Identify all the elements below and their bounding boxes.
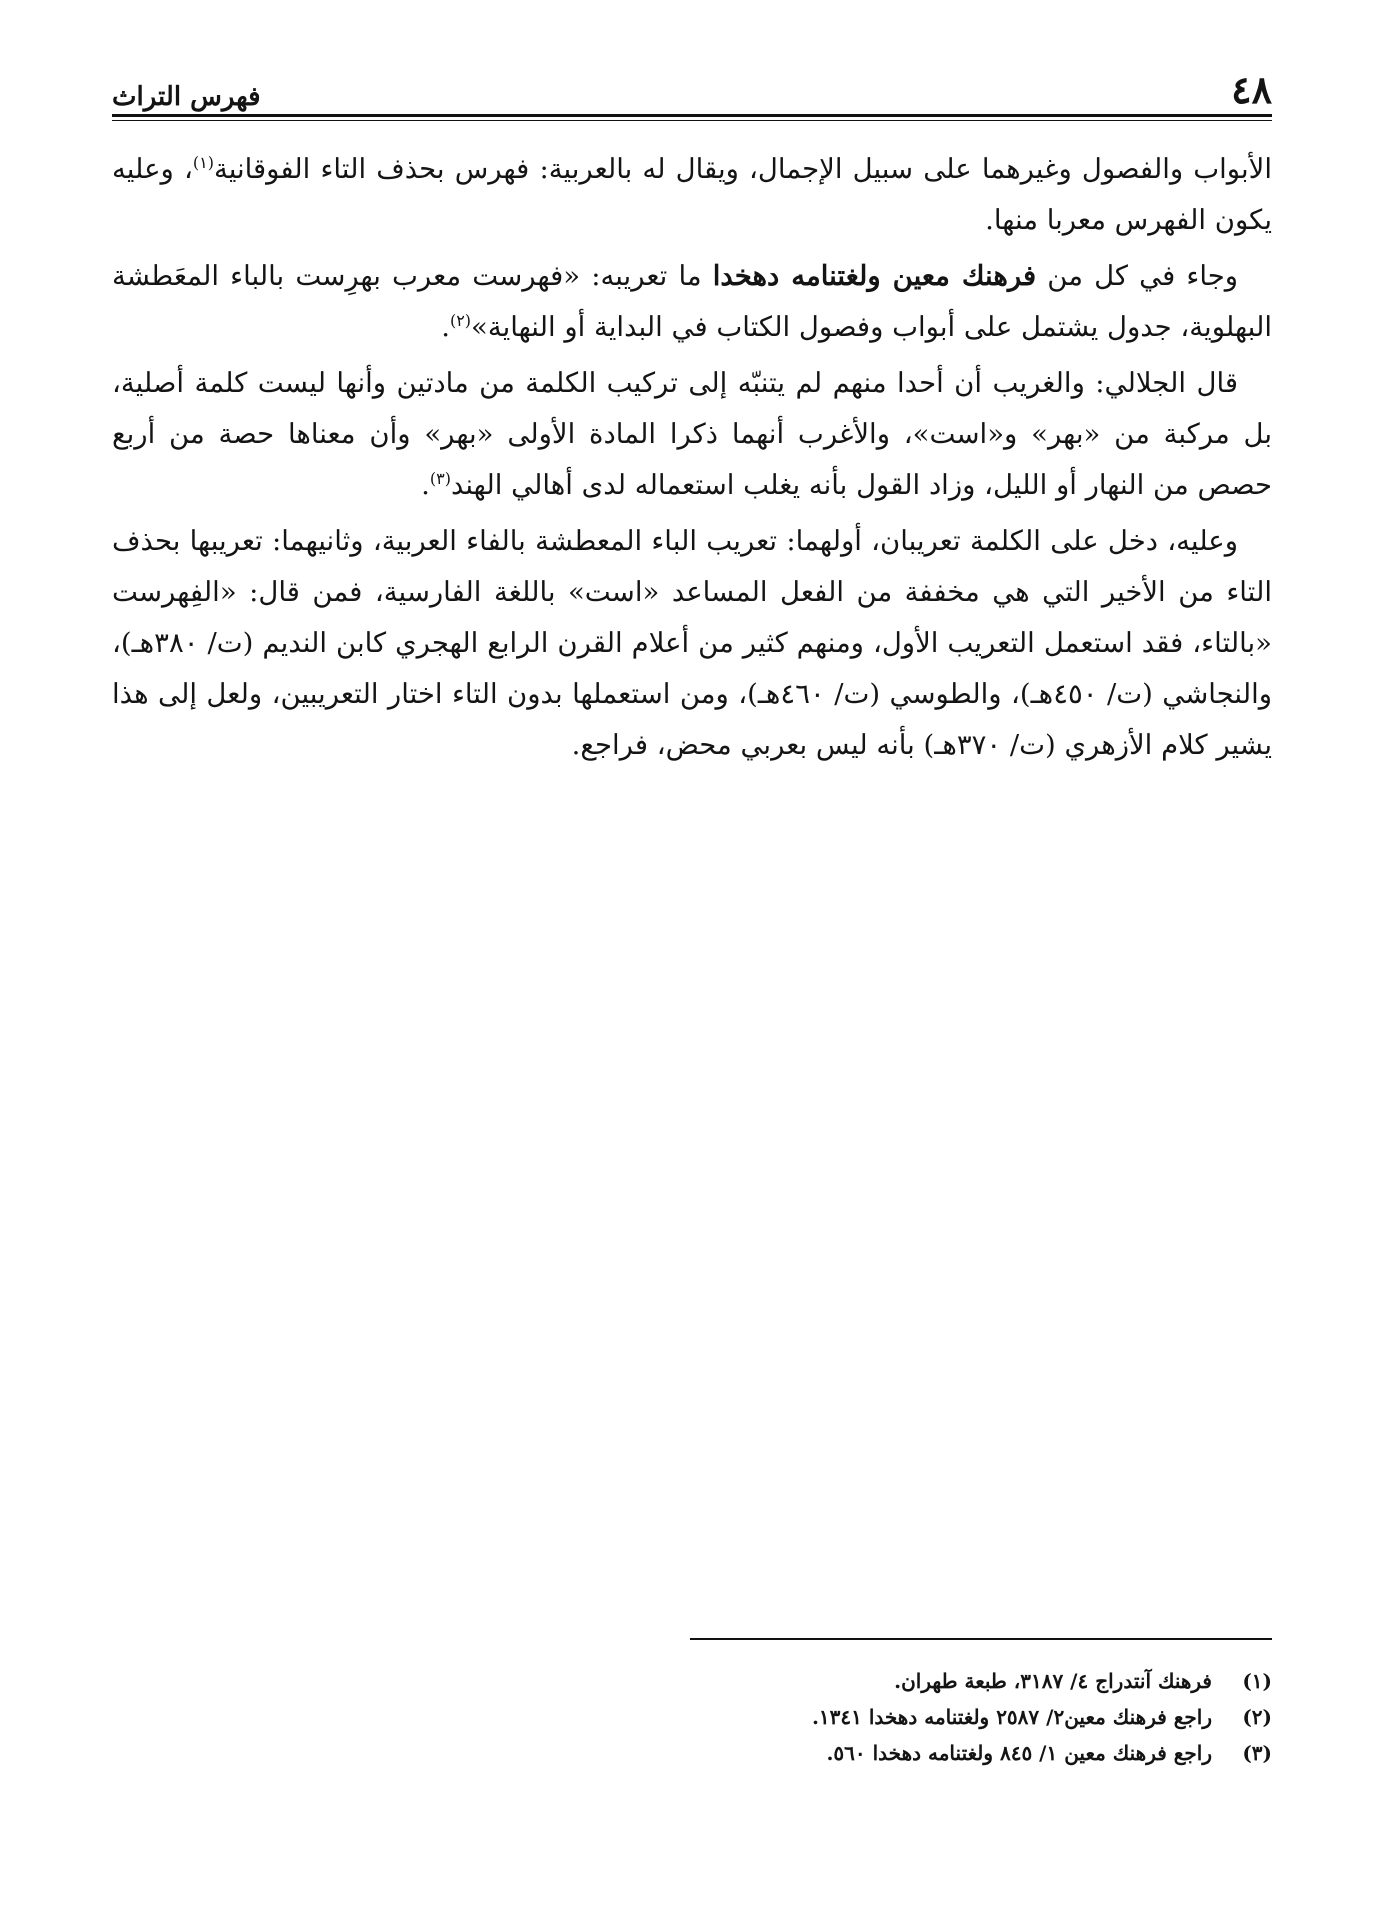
page-header <box>112 68 1272 114</box>
footnote-text: فرهنك آنتدراج ٤/ ٣١٨٧، طبعة طهران. <box>894 1669 1212 1693</box>
paragraph-1-text-a: الأبواب والفصول وغيرهما على سبيل الإجمال، ويقال له بالعربية: فهرس بحذف التاء الفوقانية <box>213 153 1272 185</box>
paragraph-1 <box>112 144 1272 246</box>
footnote-separator <box>690 1638 1272 1640</box>
paragraph-2-text-a: وجاء في كل من <box>1036 260 1238 292</box>
footnote-3 <box>112 1735 1272 1771</box>
footnote-1 <box>112 1663 1272 1699</box>
footnote-number: (٣) <box>1242 1741 1272 1765</box>
footnote-number: (١) <box>1242 1669 1272 1693</box>
paragraph-2-text-b: ما تعريبه: «فهرست معرب بهرِست بالباء المعَطشة البهلوية، جدول يشتمل على أبواب وفصول الكتاب في البداية أو النهاية» <box>112 260 1272 343</box>
paragraph-2-text-c: . <box>441 311 450 343</box>
running-title: فهرس التراث <box>112 82 261 112</box>
header-rule-thin <box>112 120 1272 121</box>
paragraph-2 <box>112 251 1272 353</box>
page-number: ٤٨ <box>1231 67 1272 112</box>
main-text <box>112 144 1272 776</box>
paragraph-2-book-titles: فرهنك معين ولغتنامه دهخدا <box>712 260 1037 292</box>
paragraph-3-text-b: . <box>421 469 430 501</box>
footnote-ref-1[interactable]: (١) <box>192 152 214 172</box>
footnote-ref-3[interactable]: (٣) <box>429 468 451 488</box>
header-rule-thick <box>112 114 1272 117</box>
paragraph-3-text-a: قال الجلالي: والغريب أن أحدا منهم لم يتنبّه إلى تركيب الكلمة من مادتين وأنها ليست كلمة أصلية، بل مركبة من «بهر» و«است»، والأغرب أنهما ذكرا المادة الأولى «بهر» وأن معناها حصة من أربع حصص من النهار أو الليل، وزاد القول بأنه يغلب استعماله لدى أهالي الهند <box>112 367 1272 501</box>
paragraph-4-text: وعليه، دخل على الكلمة تعريبان، أولهما: تعريب الباء المعطشة بالفاء العربية، وثانيهما: تعريبها بحذف التاء من الأخير التي هي مخففة من الفعل المساعد «است» باللغة الفارسية، فمن قال: «الفِهرست «بالتاء، فقد استعمل التعريب الأول، ومنهم كثير من أعلام القرن الرابع الهجري كابن النديم (ت/ ٣٨٠هـ)، والنجاشي (ت/ ٤٥٠هـ)، والطوسي (ت/ ٤٦٠هـ)، ومن استعملها بدون التاء اختار التعريبين، ولعل إلى هذا يشير كلام الأزهري (ت/ ٣٧٠هـ) بأنه ليس بعربي محض، فراجع. <box>112 525 1272 761</box>
paragraph-3 <box>112 358 1272 511</box>
footnote-2 <box>112 1699 1272 1735</box>
paragraph-4 <box>112 516 1272 771</box>
footnote-text: راجع فرهنك معين ١/ ٨٤٥ ولغتنامه دهخدا ٥٦٠. <box>826 1741 1212 1765</box>
footnote-ref-2[interactable]: (٢) <box>449 310 472 330</box>
paragraph-1-text-b: ، وعليه يكون الفهرس معربا منها. <box>112 153 1272 236</box>
footnote-text: راجع فرهنك معين٢/ ٢٥٨٧ ولغتنامه دهخدا ١٣٤١. <box>811 1705 1212 1729</box>
footnote-number: (٢) <box>1242 1705 1272 1729</box>
footnotes <box>112 1663 1272 1771</box>
